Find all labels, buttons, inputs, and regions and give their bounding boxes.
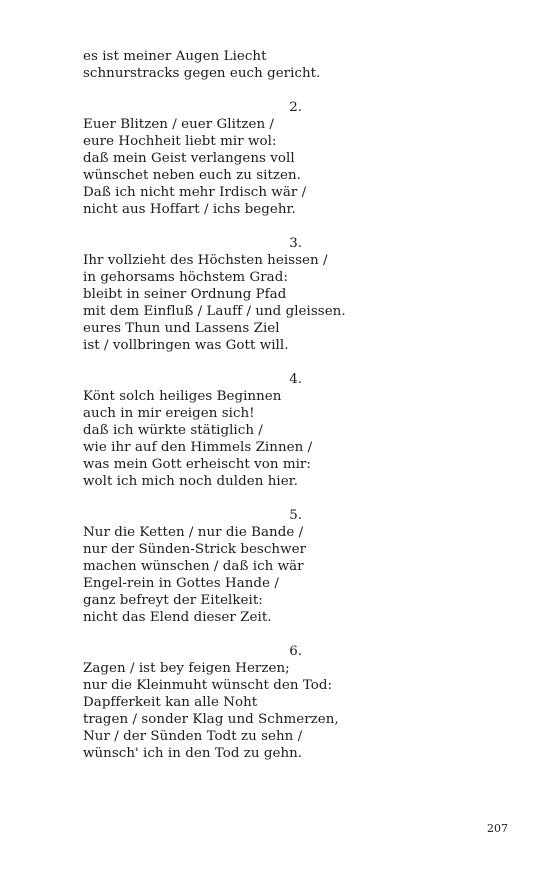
- poem-line: daß ich würkte stätiglich /: [83, 423, 263, 438]
- poem-line: Euer Blitzen / euer Glitzen /: [83, 117, 274, 132]
- poem-line: daß mein Geist verlangens voll: [83, 151, 295, 166]
- poem-line: Könt solch heiliges Beginnen: [83, 389, 282, 404]
- stanza-number: 5.: [289, 508, 302, 523]
- poem-line: was mein Gott erheischt von mir:: [83, 457, 311, 472]
- poem-line: Ihr vollzieht des Höchsten heissen /: [83, 253, 328, 268]
- poem-line: wünsch' ich in den Tod zu gehn.: [83, 746, 303, 761]
- poem-line: wünschet neben euch zu sitzen.: [83, 168, 301, 183]
- poem-line: in gehorsams höchstem Grad:: [83, 270, 288, 285]
- stanza-number: 2.: [289, 100, 302, 115]
- stanza-number: 3.: [289, 236, 302, 251]
- poem-line: Engel-rein in Gottes Hande /: [83, 576, 279, 591]
- poem-line: bleibt in seiner Ordnung Pfad: [83, 287, 287, 302]
- stanza-number: 4.: [289, 372, 302, 387]
- stanza-5: [83, 507, 403, 626]
- poem-line: Nur die Ketten / nur die Bande /: [83, 525, 304, 540]
- poem-line: Dapfferkeit kan alle Noht: [83, 695, 258, 710]
- poem-line: wolt ich mich noch dulden hier.: [83, 474, 298, 489]
- poem-line: nur der Sünden-Strick beschwer: [83, 542, 307, 557]
- page-number: 207: [487, 822, 508, 835]
- stanza-6: [83, 643, 403, 762]
- poem-line: nur die Kleinmuht wünscht den Tod:: [83, 678, 333, 693]
- poem-line: machen wünschen / daß ich wär: [83, 559, 304, 574]
- poem-line: Daß ich nicht mehr Irdisch wär /: [83, 185, 307, 200]
- poem-line: eure Hochheit liebt mir wol:: [83, 134, 277, 149]
- stanza-number: 6.: [289, 644, 302, 659]
- poem-line: ist / vollbringen was Gott will.: [83, 338, 289, 353]
- poem-line: eures Thun und Lassens Ziel: [83, 321, 280, 336]
- poem-line: mit dem Einfluß / Lauff / und gleissen.: [83, 304, 346, 319]
- poem-line: ganz befreyt der Eitelkeit:: [83, 593, 263, 608]
- poem-line: nicht aus Hoffart / ichs begehr.: [83, 202, 296, 217]
- poem-line: wie ihr auf den Himmels Zinnen /: [83, 440, 313, 455]
- stanza-4: [83, 371, 403, 490]
- stanza-2: [83, 99, 403, 218]
- poem-line: auch in mir ereigen sich!: [83, 406, 255, 421]
- stanza-1-continuation: [83, 48, 403, 82]
- poem-line: es ist meiner Augen Liecht: [83, 49, 267, 64]
- poem-line: Zagen / ist bey feigen Herzen;: [83, 661, 290, 676]
- poem-line: schnurstracks gegen euch gericht.: [83, 66, 321, 81]
- poem-line: nicht das Elend dieser Zeit.: [83, 610, 272, 625]
- poem-line: Nur / der Sünden Todt zu sehn /: [83, 729, 303, 744]
- stanza-3: [83, 235, 403, 354]
- poem-line: tragen / sonder Klag und Schmerzen,: [83, 712, 339, 727]
- poem-text: [83, 48, 403, 779]
